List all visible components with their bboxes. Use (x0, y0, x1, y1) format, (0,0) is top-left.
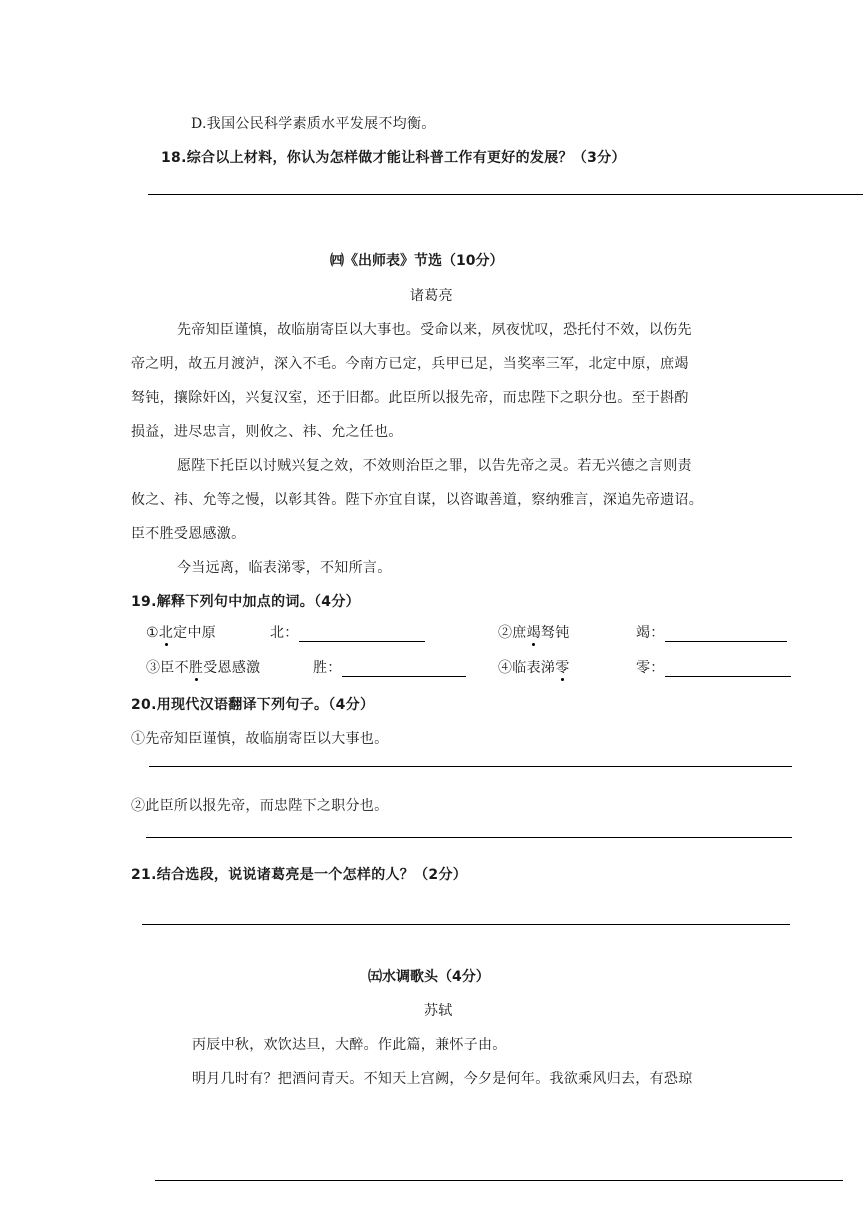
answer-line-20-2 (146, 837, 792, 838)
answer-line-21 (142, 924, 790, 925)
question-19: 19.解释下列句中加点的词。（4分） (131, 594, 360, 610)
passage-line: 今当远离，临表涕零，不知所言。 (177, 560, 392, 576)
q19-item-1: ①北定中原 (146, 622, 216, 642)
answer-blank[interactable] (665, 662, 791, 677)
answer-line-18 (148, 194, 863, 195)
q19-item-4: ④临表涕零 (498, 657, 570, 677)
poem-line-1: 明月几时有？把酒问青天。不知天上宫阙，今夕是何年。我欲乘风归去，有恐琼 (192, 1071, 693, 1087)
answer-line-20-1 (149, 766, 792, 767)
q19-item-3: ③臣不胜受恩感激 (146, 657, 260, 677)
section-5-author: 苏轼 (424, 1003, 453, 1019)
answer-blank[interactable] (299, 627, 425, 642)
passage-line: 臣不胜受恩感激。 (131, 526, 246, 542)
q19-item-2: ②庶竭驽钝 (498, 622, 570, 642)
poem-preface: 丙辰中秋，欢饮达旦，大醉。作此篇，兼怀子由。 (192, 1037, 507, 1053)
passage-line: 帝之明，故五月渡泸，深入不毛。今南方已定，兵甲已足，当奖率三军，北定中原，庶竭 (131, 356, 689, 372)
question-21: 21.结合选段，说说诸葛亮是一个怎样的人？（2分） (131, 867, 468, 883)
footer-rule (155, 1180, 843, 1181)
passage-line: 损益，进尽忠言，则攸之、祎、允之任也。 (131, 424, 403, 440)
passage-line: 先帝知臣谨慎，故临崩寄臣以大事也。受命以来，夙夜忧叹，恐托付不效，以伤先 (177, 322, 692, 338)
q19-item-4-label: 零： (636, 657, 791, 677)
section-4-title: ㈣《出师表》节选（10分） (330, 253, 504, 269)
passage-line: 愿陛下托臣以讨贼兴复之效，不效则治臣之罪，以告先帝之灵。若无兴德之言则责 (177, 458, 692, 474)
q19-item-1-label: 北： (270, 622, 425, 642)
section-4-author: 诸葛亮 (410, 288, 453, 304)
q20-sentence-1: ①先帝知臣谨慎，故临崩寄臣以大事也。 (131, 731, 389, 747)
q19-item-2-label: 竭： (636, 622, 787, 642)
option-d: D.我国公民科学素质水平发展不均衡。 (191, 116, 436, 132)
q19-item-3-label: 胜： (313, 657, 466, 677)
question-18: 18.综合以上材料，你认为怎样做才能让科普工作有更好的发展？（3分） (161, 150, 626, 166)
section-5-title: ㈤水调歌头（4分） (368, 969, 490, 985)
passage-line: 攸之、祎、允等之慢，以彰其咎。陛下亦宜自谋，以咨诹善道，察纳雅言，深追先帝遗诏。 (131, 492, 703, 508)
passage-line: 驽钝，攘除奸凶，兴复汉室，还于旧都。此臣所以报先帝，而忠陛下之职分也。至于斟酌 (131, 390, 689, 406)
question-20: 20.用现代汉语翻译下列句子。（4分） (131, 697, 375, 713)
answer-blank[interactable] (665, 627, 787, 642)
answer-blank[interactable] (342, 662, 466, 677)
q20-sentence-2: ②此臣所以报先帝，而忠陛下之职分也。 (131, 798, 389, 814)
